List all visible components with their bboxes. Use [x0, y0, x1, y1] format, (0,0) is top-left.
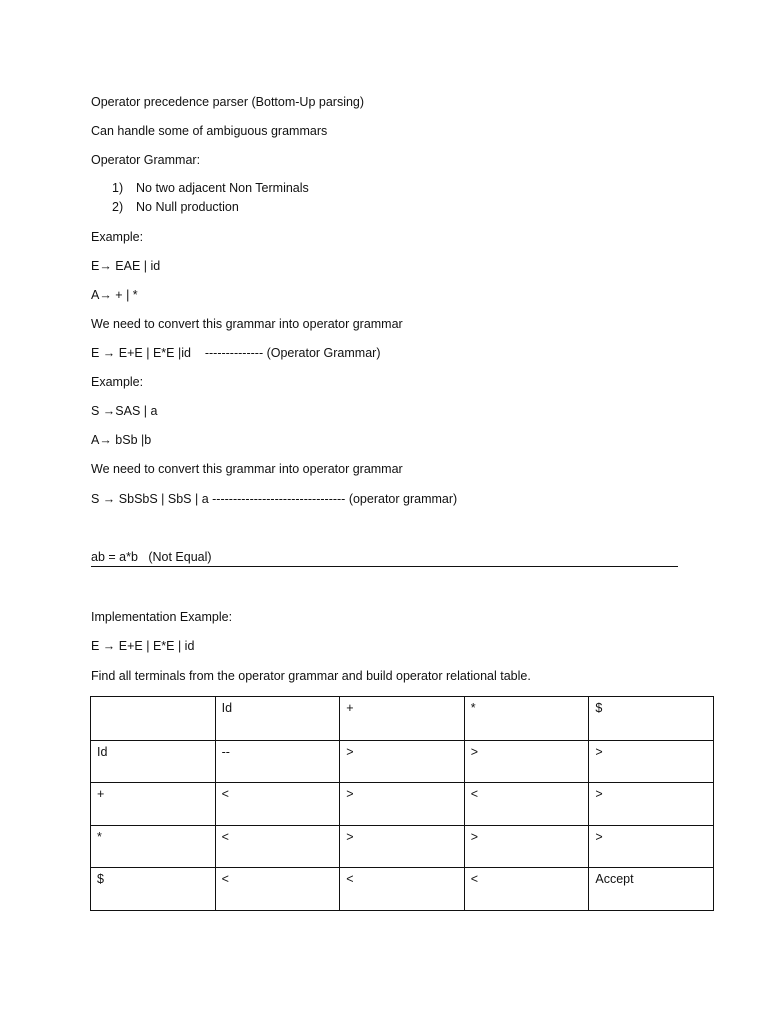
operator-grammar-heading: Operator Grammar: — [91, 153, 201, 167]
table-row — [91, 783, 714, 826]
implementation-heading: Implementation Example: — [91, 610, 233, 624]
table-cell: > — [589, 826, 714, 868]
table-cell: Accept — [589, 868, 714, 911]
example1-rule2: A→ + | * — [91, 288, 138, 302]
table-row — [91, 697, 714, 741]
table-cell — [91, 697, 216, 741]
example1-note: We need to convert this grammar into operator grammar — [91, 317, 403, 331]
table-cell: $ — [589, 697, 714, 741]
example1-rule1: E→ EAE | id — [91, 259, 161, 273]
table-cell: < — [340, 868, 465, 911]
table-cell: > — [464, 826, 589, 868]
table-cell: * — [464, 697, 589, 741]
table-cell: -- — [215, 741, 340, 783]
example2-rule2: A→ bSb |b — [91, 433, 152, 447]
table-cell: < — [215, 783, 340, 826]
table-cell: * — [91, 826, 216, 868]
table-cell: $ — [91, 868, 216, 911]
table-row — [91, 741, 714, 783]
table-cell: < — [464, 868, 589, 911]
table-cell: < — [464, 783, 589, 826]
table-cell: Id — [215, 697, 340, 741]
table-cell: > — [464, 741, 589, 783]
table-cell: > — [340, 741, 465, 783]
example2-result: S → SbSbS | SbS | a -------------------------------- (operator grammar) — [91, 492, 458, 506]
list-item — [112, 180, 309, 196]
not-equal-line: ab = a*b (Not Equal) — [91, 550, 212, 564]
example2-note: We need to convert this grammar into operator grammar — [91, 462, 403, 476]
title-line: Operator precedence parser (Bottom-Up parsing) — [91, 95, 365, 109]
list-item-text: No Null production — [136, 200, 239, 214]
implementation-grammar: E → E+E | E*E | id — [91, 639, 195, 653]
operator-relation-table — [90, 696, 714, 911]
list-item-number: 1) — [112, 181, 124, 195]
table-cell: Id — [91, 741, 216, 783]
table-cell: < — [215, 868, 340, 911]
list-item-number: 2) — [112, 200, 124, 214]
implementation-instruction: Find all terminals from the operator grammar and build operator relational table. — [91, 669, 531, 683]
table-row — [91, 868, 714, 911]
table-cell: + — [91, 783, 216, 826]
example1-result: E → E+E | E*E |id -------------- (Operator Grammar) — [91, 346, 381, 360]
list-item — [112, 199, 239, 215]
table-cell: > — [340, 783, 465, 826]
ambiguous-line: Can handle some of ambiguous grammars — [91, 124, 328, 138]
example2-heading: Example: — [91, 375, 144, 389]
example1-heading: Example: — [91, 230, 144, 244]
table-cell: > — [589, 783, 714, 826]
table-cell: > — [340, 826, 465, 868]
horizontal-rule — [91, 566, 678, 567]
example2-rule1: S →SAS | a — [91, 404, 158, 418]
table-cell: > — [589, 741, 714, 783]
table-cell: + — [340, 697, 465, 741]
table-row — [91, 826, 714, 868]
table-cell: < — [215, 826, 340, 868]
list-item-text: No two adjacent Non Terminals — [136, 181, 309, 195]
